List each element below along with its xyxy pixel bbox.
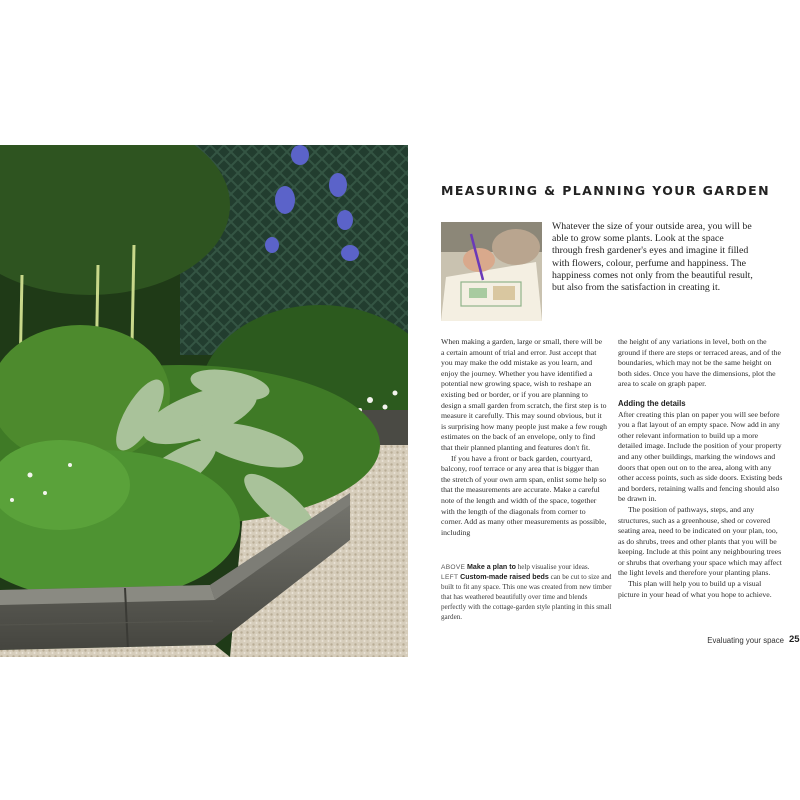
caption-key-above: ABOVE (441, 564, 466, 571)
body-paragraph: the height of any variations in level, both on the ground if there are steps or terraced areas, and of the boundaries, which may not be the same height on both sides. Once you have the dimensions, plot the area to scale on graph paper. (618, 337, 781, 389)
section-subheading: Adding the details (618, 398, 686, 408)
caption-bold-above: Make a plan to (467, 563, 516, 571)
footer-section-label: Evaluating your space (707, 636, 784, 645)
caption-text-left: can be cut to size and built to fit any space. This one was created from new timber that has weathered beautifully over time and blends perfectly with the cottage-garden style planting in this small garden. (441, 572, 612, 621)
body-paragraph: If you have a front or back garden, courtyard, balcony, roof terrace or any area that is bigger than the stretch of your own arm span, enlist some help so that the measurements are accurate. Make a careful note of the length and width of the space, together with the length of the diagonals from corner to corner. Add as many other measurements as possible, including (441, 453, 607, 537)
body-column-right (618, 337, 784, 600)
body-paragraph: When making a garden, large or small, there will be a certain amount of trial and error. Just accept that you may make the odd mistake as you learn, and enjoy the journey. Whether you have identified a potential new growing space, wish to reshape an existing bed or border, or if you are planning to design a small garden from scratch, the first step is to measure it carefully. This may sound obvious, but it is surprising how many people just make a few rough estimates on the back of an envelope, only to find that their planned planting and features don't fit. (441, 337, 607, 452)
body-paragraph: The position of pathways, steps, and any structures, such as a greenhouse, shed or covered seating area, need to be indicated on your plan, too, as do shrubs, trees and other plants that you will be keeping. Include at this point any neighbouring trees or shrubs that overhang your space which may affect the light levels and therefore your planting plans. (618, 504, 782, 578)
page-number: 25 (789, 634, 800, 645)
garden-photo (0, 145, 408, 657)
body-paragraph: After creating this plan on paper you will see before you a flat layout of an empty space. Now add in any other relevant information to build up a more detailed image. Include the position of your property and any other buildings, marking the windows and doors that open out on to the area, along with any other access points, such as side doors. Existing beds and borders, retaining walls and fencing should also be drawn in. (618, 409, 783, 504)
intro-paragraph: Whatever the size of your outside area, you will be able to grow some plants. Look at the space through fresh gardener's eyes and imagine it filled with flowers, colour, perfume and happiness. The happiness comes not only from the beautiful result, but also from the satisfaction in creating it. (552, 221, 753, 294)
planning-sketch-photo (441, 222, 542, 321)
body-paragraph: This plan will help you to build up a visual picture in your head of what you hope to achieve. (618, 579, 772, 599)
body-column-left (441, 337, 607, 538)
photo-caption (441, 563, 613, 622)
caption-bold-left: Custom-made raised beds (460, 572, 549, 581)
caption-text-above: help visualise your ideas. (517, 563, 590, 571)
caption-key-left: LEFT (441, 573, 459, 581)
page-title: MEASURING & PLANNING YOUR GARDEN (441, 183, 770, 198)
